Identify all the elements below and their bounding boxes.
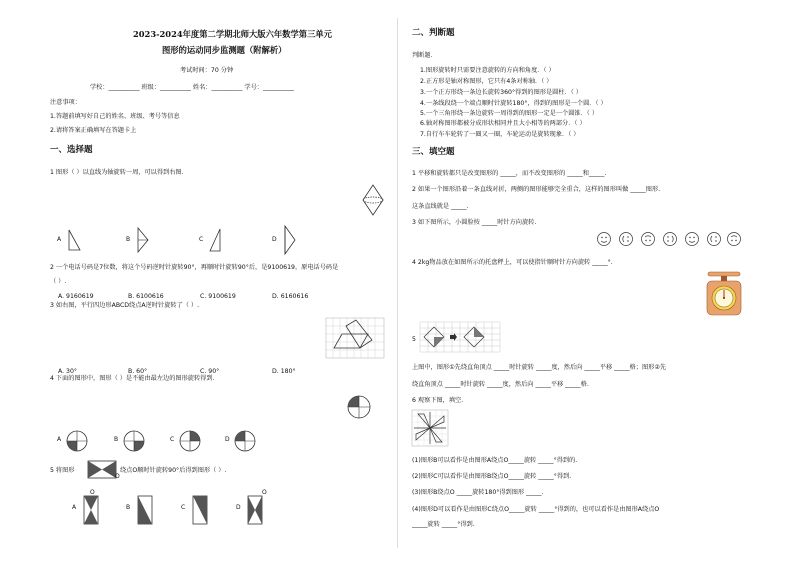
fill-q6-d-line1: (4)图形D可以看作是由图形C绕点O_____旋转 _____°得到的，也可以看作是由图形A绕点O (412, 506, 660, 513)
fill-q6: 6 观察下图，填空. (412, 397, 464, 404)
q4-option-b-figure[interactable] (123, 430, 145, 452)
q5-option-b-label[interactable]: B (126, 504, 131, 511)
q1-option-c-label[interactable]: C (199, 236, 204, 243)
q5-point-o: O (115, 473, 120, 480)
judge-item-3: 3.一个正方形绕一条边长旋转360°得到的图形是圆柱．（ ） (420, 89, 582, 96)
q4-option-d-figure[interactable] (234, 430, 256, 452)
fill-q1: 1 平移和旋转都只是改变图形的 _____，而不改变图形的 _____和_____. (412, 170, 607, 177)
fill-q6-d-line2: _____旋转 _____°得到. (412, 521, 475, 528)
q4-reference-circle (347, 395, 371, 419)
q4-scale-figure (704, 272, 744, 316)
q1-option-b-figure[interactable] (136, 228, 150, 252)
exam-title-line1: 2023-2024年度第二学期北师大版六年数学第三单元 (133, 29, 332, 39)
judge-item-6: 6.轴对称图形都被分成形状相同并且大小相等的两部分．（ ） (420, 120, 586, 127)
q3-option-d[interactable]: D. 180° (272, 368, 296, 375)
judge-item-5: 5.一个三角形绕一条边旋转一周得到的图形一定是一个圆锥．（ ） (420, 110, 599, 117)
q5-option-a-label[interactable]: A (72, 504, 77, 511)
q4-option-c-label[interactable]: C (170, 436, 175, 443)
fill-q5-label: 5 (412, 336, 416, 343)
q2-option-b[interactable]: B. 6100616 (128, 293, 164, 300)
fill-q2-line1: 2 如果一个图形沿着一条直线对折，两侧的图形能够完全重合，这样的图形叫做 _____图形. (412, 186, 661, 193)
q3-parallelogram-grid (326, 318, 384, 358)
note-2: 2.请将答案正确填写在答题卡上 (50, 127, 137, 134)
q5-grid-figure (420, 322, 500, 352)
judge-item-2: 2.正方形是轴对称图形，它只有4条对称轴．（ ） (420, 78, 553, 85)
notes-title: 注意事项： (50, 99, 81, 106)
choice-q5-pre: 5 将图形 (50, 467, 75, 474)
q2-option-c[interactable]: C. 9100619 (200, 293, 236, 300)
column-divider (397, 18, 398, 548)
q5-point-o-a: O (90, 489, 95, 496)
section-choice-title: 一、选择题 (50, 145, 93, 155)
q4-option-a-figure[interactable] (66, 430, 88, 452)
fill-q4: 4 2kg物品放在如图所示的托盘秤上，可以使指针顺时针方向旋转 _____°. (412, 259, 613, 266)
judge-item-4: 4.一条线段绕一个端点顺时针旋转180°，得到的图形是一个圆．（ ） (420, 100, 607, 107)
choice-q2-line1: 2 一个电话号码是7位数，将这个号码逆时针旋转90°，再顺时针旋转90°后，是9100619，原电话号码是 (50, 264, 339, 271)
q1-option-b-label[interactable]: B (126, 236, 131, 243)
fill-q6-a: (1)图形B可以看作是由图形A绕点O_____旋转 _____°得到的. (412, 457, 578, 464)
exam-title-line2: 图形的运动同步监测题（附解析） (162, 45, 287, 55)
note-1: 1.答题前填写好自己的姓名、班级、考号等信息 (50, 113, 180, 120)
q6-rotation-figure (412, 410, 448, 446)
q5-reference-figure (88, 460, 118, 480)
q5-point-o-d: O (262, 489, 267, 496)
choice-q4: 4 下面的图形中，图形（ ）是不能由最左边的图形旋转得到. (50, 375, 215, 382)
choice-q1: 1 图形（ ）以直线为轴旋转一周，可以得到右图. (50, 169, 184, 176)
q5-option-b-figure[interactable] (137, 495, 155, 525)
student-info-line: 学校：__________ 班级：__________ 姓名：__________ 学号：__________ (90, 84, 294, 91)
q1-option-d-figure[interactable] (283, 226, 297, 254)
q2-option-d[interactable]: D. 6160616 (272, 293, 309, 300)
section-fill-title: 三、填空题 (412, 147, 455, 157)
choice-q5-post: 绕点O顺时针旋转90°后得到图形（ ）. (120, 467, 227, 474)
q3-option-b[interactable]: B. 60° (128, 368, 148, 375)
choice-q2-line2: （ ）. (50, 278, 67, 285)
judge-intro: 判断题． (412, 52, 437, 59)
choice-q3: 3 如右图，平行四边形ABCD绕点A逆时针旋转了（ ）. (50, 302, 200, 309)
fill-q6-b: (2)图形C可以看作是由图形B绕点O_____旋转 _____°得到. (412, 473, 572, 480)
judge-item-1: 1.图形旋转时只需要注意旋转的方向和角度．（ ） (420, 67, 555, 74)
q1-option-a-label[interactable]: A (57, 236, 62, 243)
q1-solid-figure (362, 185, 384, 215)
q5-option-c-figure[interactable] (192, 495, 210, 525)
q4-option-c-figure[interactable] (179, 430, 201, 452)
judge-item-7: 7.自行车车轮转了一圈又一圈，车轮运动是旋转现象．（ ） (420, 131, 580, 138)
q3-smiley-faces (596, 231, 742, 247)
q3-option-a[interactable]: A. 30° (58, 368, 78, 375)
q1-option-a-figure[interactable] (67, 230, 81, 250)
q5-option-d-figure[interactable] (247, 495, 265, 525)
fill-q5-line1: 上图中，图形①先绕直角顶点 _____时针旋转 _____度，然后向 _____平移 _____格；图形②先 (412, 364, 667, 371)
fill-q3: 3 如下图所示，小圆脸按 _____时针方向旋转. (412, 219, 537, 226)
q2-option-a[interactable]: A. 9160619 (58, 293, 94, 300)
fill-q5-line2: 绕直角顶点 _____时针旋转 _____度，然后向 _____平移 _____格. (412, 381, 589, 388)
q4-option-d-label[interactable]: D (225, 436, 230, 443)
q5-option-d-label[interactable]: D (236, 504, 241, 511)
exam-time: 考试时间：70 分钟 (180, 67, 234, 74)
fill-q2-line2: 这条直线就是 _____. (412, 203, 469, 210)
section-judge-title: 二、判断题 (412, 28, 455, 38)
q5-option-c-label[interactable]: C (181, 504, 186, 511)
q1-option-c-figure[interactable] (208, 229, 222, 251)
fill-q6-c: (3)图形B绕点O _____旋转180°得到图形 _____. (412, 489, 544, 496)
q3-option-c[interactable]: C. 90° (200, 368, 220, 375)
q4-option-a-label[interactable]: A (57, 436, 62, 443)
q1-option-d-label[interactable]: D (272, 236, 277, 243)
q4-option-b-label[interactable]: B (114, 436, 119, 443)
q5-option-a-figure[interactable] (83, 495, 101, 525)
